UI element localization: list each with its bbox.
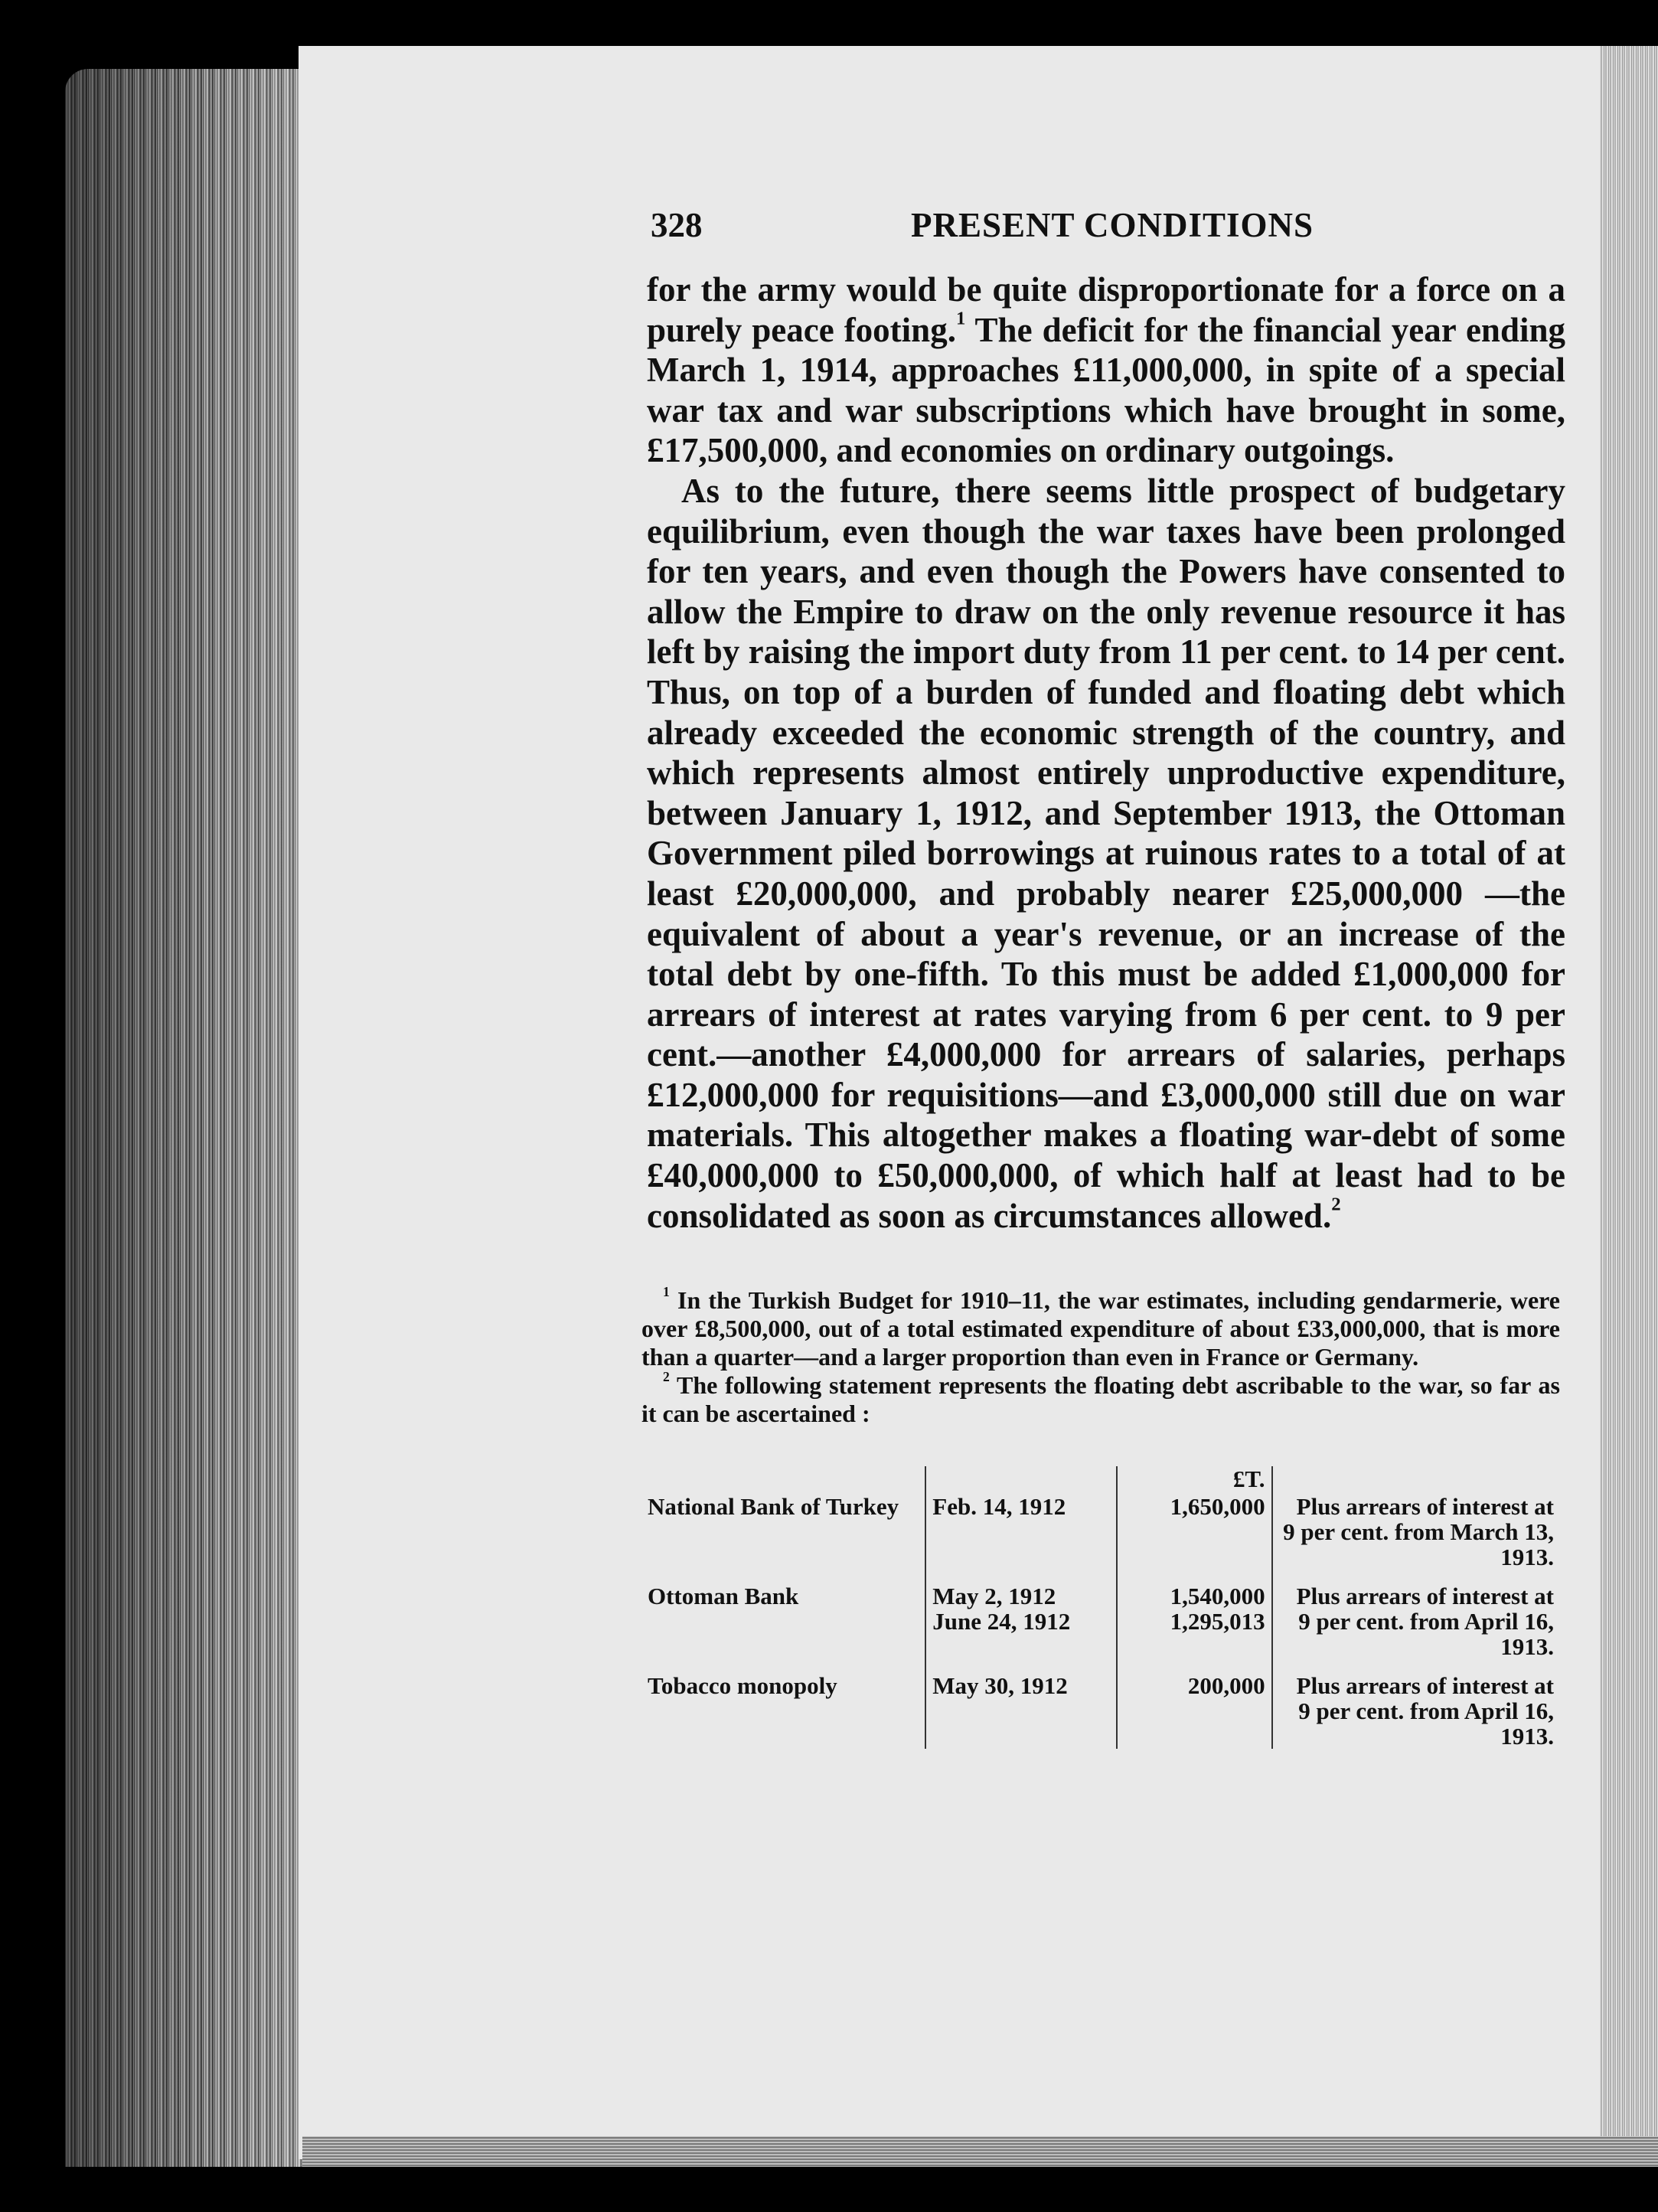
footnote-1 bbox=[641, 1286, 1560, 1371]
paragraph-1 bbox=[647, 270, 1565, 471]
creditor-cell: Ottoman Bank bbox=[648, 1583, 799, 1609]
note-cell: Plus arrears of interest at 9 per cent. from April 16, 1913. bbox=[1272, 1583, 1560, 1659]
book-page-edges bbox=[65, 69, 302, 2167]
date-line: June 24, 1912 bbox=[932, 1608, 1071, 1635]
amount-cell: 200,000 bbox=[1117, 1673, 1272, 1749]
footnote-2-text: The following statement represents the floating debt ascribable to the war, so far as it can be ascertained : bbox=[641, 1371, 1560, 1427]
footnote-1-text: In the Turkish Budget for 1910–11, the war estimates, including gendarmerie, were over £8,500,000, out of a total estimated expenditure of about £33,000,000, that is more than a quarter—and a larger proportion than even in France or Germany. bbox=[641, 1286, 1560, 1371]
paragraph-2-text: As to the future, there seems little prospect of budgetary equilibrium, even though the war taxes have been prolonged for ten years, and even though the Powers have consented to allow the Empire to draw on the only revenue resource it has left by raising the import duty from 11 per cent. to 14 per cent. Thus, on top of a burden of funded and floating debt which already exceeded the economic strength of the country, and which represents almost entirely unproductive expenditure, between January 1, 1912, and September 1913, the Ottoman Government piled borrowings at ruinous rates to a total of at least £20,000,000, and probably nearer £25,000,000 —the equivalent of about a year's revenue, or an increase of the total debt by one-fifth. To this must be added £1,000,000 for arrears of interest at rates varying from 6 per cent. to 9 per cent.—another £4,000,000 for arrears of salaries, perhaps £12,000,000 for requisitions—and £3,000,000 still due on war materials. This altogether makes a floating war-debt of some £40,000,000 to £50,000,000, of which half at least had to be consolidated as soon as circumstances allowed. bbox=[647, 471, 1565, 1235]
creditor-cell: National Bank of Turkey bbox=[648, 1493, 899, 1520]
amount-cell bbox=[1117, 1583, 1272, 1659]
note-cell: Plus arrears of interest at 9 per cent. from April 16, 1913. bbox=[1272, 1673, 1560, 1749]
footnote-ref-2[interactable]: 2 bbox=[1331, 1194, 1341, 1215]
body-text bbox=[647, 270, 1565, 1236]
paragraph-1-text-a: for the army would be quite disproportionate for a force on a purely peace footing. bbox=[647, 270, 1565, 349]
amount-line: 1,540,000 bbox=[1170, 1583, 1265, 1609]
paragraph-2 bbox=[647, 471, 1565, 1236]
currency-header: £T. bbox=[1117, 1466, 1272, 1494]
page-bottom-edge bbox=[302, 2136, 1658, 2167]
table-header-row bbox=[641, 1466, 1560, 1494]
date-cell bbox=[925, 1583, 1116, 1659]
date-cell: May 30, 1912 bbox=[925, 1673, 1116, 1749]
note-cell: Plus arrears of interest at 9 per cent. from March 13, 1913. bbox=[1272, 1494, 1560, 1570]
amount-cell: 1,650,000 bbox=[1117, 1494, 1272, 1570]
page-number: 328 bbox=[651, 206, 703, 244]
running-title: PRESENT CONDITIONS bbox=[911, 206, 1314, 244]
date-line: May 2, 1912 bbox=[932, 1583, 1056, 1609]
table-row bbox=[641, 1583, 1560, 1659]
date-cell: Feb. 14, 1912 bbox=[925, 1494, 1116, 1570]
footnote-ref-1[interactable]: 1 bbox=[955, 308, 966, 329]
amount-line: 1,295,013 bbox=[1170, 1608, 1265, 1635]
table-row bbox=[641, 1494, 1560, 1570]
page-right-edge bbox=[1600, 46, 1658, 2159]
footnote-2-marker: 2 bbox=[663, 1369, 670, 1385]
footnote-2 bbox=[641, 1371, 1560, 1428]
page-header bbox=[651, 205, 1569, 251]
footnotes bbox=[641, 1286, 1560, 1428]
paragraph-1-text-b: The deficit for the financial year ending March 1, 1914, approaches £11,000,000, in spite of a special war tax and war subscriptions which have brought in some, £17,500,000, and economies on ordinary outgoings. bbox=[647, 310, 1566, 470]
floating-debt-table bbox=[641, 1466, 1560, 1749]
creditor-cell: Tobacco monopoly bbox=[648, 1672, 837, 1699]
footnote-1-marker: 1 bbox=[663, 1284, 670, 1300]
table-row bbox=[641, 1673, 1560, 1749]
